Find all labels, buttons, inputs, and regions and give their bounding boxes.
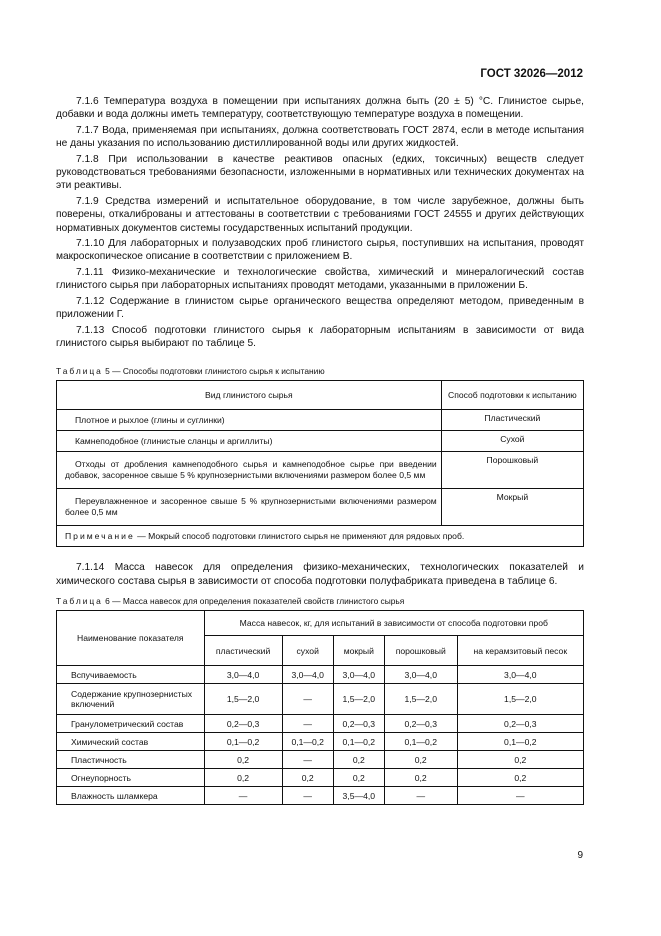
table5-caption-word: Таблица bbox=[56, 366, 103, 377]
table-row bbox=[57, 787, 584, 805]
table6-value-cell: 0,1—0,2 bbox=[457, 733, 583, 751]
table6-value-cell: 3,0—4,0 bbox=[282, 666, 333, 684]
table6-value-cell: 0,2—0,3 bbox=[333, 715, 384, 733]
table6-name-cell: Химический состав bbox=[57, 733, 205, 751]
table5-caption bbox=[56, 366, 584, 376]
table6-value-cell: — bbox=[204, 787, 282, 805]
table6-name-cell: Гранулометрический состав bbox=[57, 715, 205, 733]
table6-value-cell: — bbox=[384, 787, 457, 805]
table6-value-cell: 0,1—0,2 bbox=[204, 733, 282, 751]
table6-value-cell: 0,1—0,2 bbox=[282, 733, 333, 751]
table-row bbox=[57, 715, 584, 733]
table6-value-cell: 1,5—2,0 bbox=[204, 684, 282, 715]
table6-value-cell: 3,0—4,0 bbox=[204, 666, 282, 684]
paragraph: 7.1.9 Средства измерений и испытательное оборудование, в том числе зарубежное, должны быть поверены, откалиброваны и аттестованы в соответствии с требованиями ГОСТ 24555 и других действующих нормативных документов системы государственных испытаний продукции. bbox=[56, 195, 584, 234]
table5-method-cell: Мокрый bbox=[441, 489, 583, 526]
table6-value-cell: 3,0—4,0 bbox=[457, 666, 583, 684]
paragraph: 7.1.11 Физико-механические и технологические свойства, химический и минералогический состав глинистого сырья при лабораторных испытаниях проводят методами, указанными в приложении Б. bbox=[56, 266, 584, 292]
table6-value-cell: 0,1—0,2 bbox=[384, 733, 457, 751]
table6-value-cell: 0,1—0,2 bbox=[333, 733, 384, 751]
table6-name-cell: Влажность шламкера bbox=[57, 787, 205, 805]
note-text: — Мокрый способ подготовки глинистого сырья не применяют для рядовых проб. bbox=[134, 531, 465, 542]
paragraph-7-1-14: 7.1.14 Масса навесок для определения физико-механических, технологических показателей и химического состава сырья в зависимости от способа подготовки полуфабриката приведена в таблице 6. bbox=[56, 562, 584, 587]
table6-caption-text: 6 — Масса навесок для определения показателей свойств глинистого сырья bbox=[102, 596, 405, 607]
table5-kind-cell: Отходы от дробления камнеподобного сырья и камнеподобное сырье при введении добавок, засоренное свыше 5 % крупнозернистыми включениями размером более 0,5 мм bbox=[57, 452, 442, 489]
table6-value-cell: 1,5—2,0 bbox=[457, 684, 583, 715]
table6-header-group: Масса навесок, кг, для испытаний в зависимости от способа подготовки проб bbox=[204, 611, 583, 636]
table6-name-cell: Вспучиваемость bbox=[57, 666, 205, 684]
table6-value-cell: 0,2 bbox=[333, 769, 384, 787]
table-row bbox=[57, 733, 584, 751]
table6-value-cell: 0,2—0,3 bbox=[457, 715, 583, 733]
table6-subheader: мокрый bbox=[333, 636, 384, 666]
paragraph: 7.1.6 Температура воздуха в помещении при испытаниях должна быть (20 ± 5) °С. Глинистое сырье, добавки и вода должны иметь температуру, соответствующую температуре воздуха в помещении. bbox=[56, 96, 584, 121]
paragraph: 7.1.12 Содержание в глинистом сырье органического вещества определяют методом, приведенным в приложении Г. bbox=[56, 295, 584, 321]
table6-caption bbox=[56, 596, 584, 606]
table6-value-cell: 1,5—2,0 bbox=[384, 684, 457, 715]
table6-value-cell: — bbox=[282, 715, 333, 733]
table6-value-cell: — bbox=[282, 684, 333, 715]
table6-value-cell: 1,5—2,0 bbox=[333, 684, 384, 715]
table6-value-cell: 0,2 bbox=[204, 751, 282, 769]
table6-name-cell: Пластичность bbox=[57, 751, 205, 769]
table6-value-cell: 0,2—0,3 bbox=[384, 715, 457, 733]
document-header: ГОСТ 32026—2012 bbox=[480, 68, 583, 80]
table6-value-cell: 0,2 bbox=[384, 769, 457, 787]
table-row bbox=[57, 684, 584, 715]
table5-header-method: Способ подготовки к испытанию bbox=[441, 381, 583, 410]
table6-value-cell: 0,2 bbox=[457, 769, 583, 787]
table5-note-row bbox=[57, 526, 584, 547]
table6-subheader: на керамзитовый песок bbox=[457, 636, 583, 666]
note-word: Примечание bbox=[65, 531, 135, 542]
table6-value-cell: 3,5—4,0 bbox=[333, 787, 384, 805]
table6-subheader: сухой bbox=[282, 636, 333, 666]
document-body bbox=[56, 95, 584, 805]
table6-value-cell: — bbox=[282, 751, 333, 769]
table5-method-cell: Порошковый bbox=[441, 452, 583, 489]
table6-caption-word: Таблица bbox=[56, 596, 103, 607]
table-5 bbox=[56, 380, 584, 547]
paragraph: 7.1.10 Для лабораторных и полузаводских проб глинистого сырья, поступивших на испытания, проводят макроскопическое описание в соответствии с приложением В. bbox=[56, 238, 584, 263]
table6-value-cell: 0,2 bbox=[457, 751, 583, 769]
table5-kind-cell: Переувлажненное и засоренное свыше 5 % крупнозернистыми включениями размером более 0,5 мм bbox=[57, 489, 442, 526]
table6-value-cell: 0,2 bbox=[282, 769, 333, 787]
table6-value-cell: 0,2 bbox=[204, 769, 282, 787]
table-row bbox=[57, 769, 584, 787]
table6-subheader: пластический bbox=[204, 636, 282, 666]
table5-note bbox=[57, 526, 584, 547]
table6-value-cell: — bbox=[457, 787, 583, 805]
table6-value-cell: 0,2—0,3 bbox=[204, 715, 282, 733]
table6-value-cell: 0,2 bbox=[333, 751, 384, 769]
table5-method-cell: Пластический bbox=[441, 410, 583, 431]
table6-header-name: Наименование показателя bbox=[57, 611, 205, 666]
table-row bbox=[57, 751, 584, 769]
table-6 bbox=[56, 610, 584, 805]
table6-value-cell: 0,2 bbox=[384, 751, 457, 769]
table5-kind-cell: Камнеподобное (глинистые сланцы и аргиллиты) bbox=[57, 431, 442, 452]
paragraph: 7.1.8 При использовании в качестве реактивов опасных (едких, токсичных) веществ следует руководствоваться требованиями безопасности, изложенными в нормативных или технических документах на эти реактивы. bbox=[56, 153, 584, 192]
table5-caption-text: 5 — Способы подготовки глинистого сырья к испытанию bbox=[102, 366, 325, 377]
table5-header-kind: Вид глинистого сырья bbox=[57, 381, 442, 410]
table-row bbox=[57, 666, 584, 684]
table5-kind-cell: Плотное и рыхлое (глины и суглинки) bbox=[57, 410, 442, 431]
table5-method-cell: Сухой bbox=[441, 431, 583, 452]
table6-value-cell: 3,0—4,0 bbox=[384, 666, 457, 684]
paragraph: 7.1.7 Вода, применяемая при испытаниях, должна соответствовать ГОСТ 2874, если в методе испытания не даны указания по использованию дистиллированной воды или других жидкостей. bbox=[56, 124, 584, 150]
table6-value-cell: — bbox=[282, 787, 333, 805]
paragraph: 7.1.13 Способ подготовки глинистого сырья к лабораторным испытаниям в зависимости от вида глинистого сырья выбирают по таблице 5. bbox=[56, 324, 584, 349]
table-row bbox=[57, 410, 584, 431]
table6-value-cell: 3,0—4,0 bbox=[333, 666, 384, 684]
table-row bbox=[57, 489, 584, 526]
table-row bbox=[57, 452, 584, 489]
table6-name-cell: Содержание крупнозернистых включений bbox=[57, 684, 205, 715]
paragraphs bbox=[56, 95, 584, 350]
table6-subheader: порошковый bbox=[384, 636, 457, 666]
page-number: 9 bbox=[577, 850, 583, 861]
table6-name-cell: Огнеупорность bbox=[57, 769, 205, 787]
table-row bbox=[57, 431, 584, 452]
